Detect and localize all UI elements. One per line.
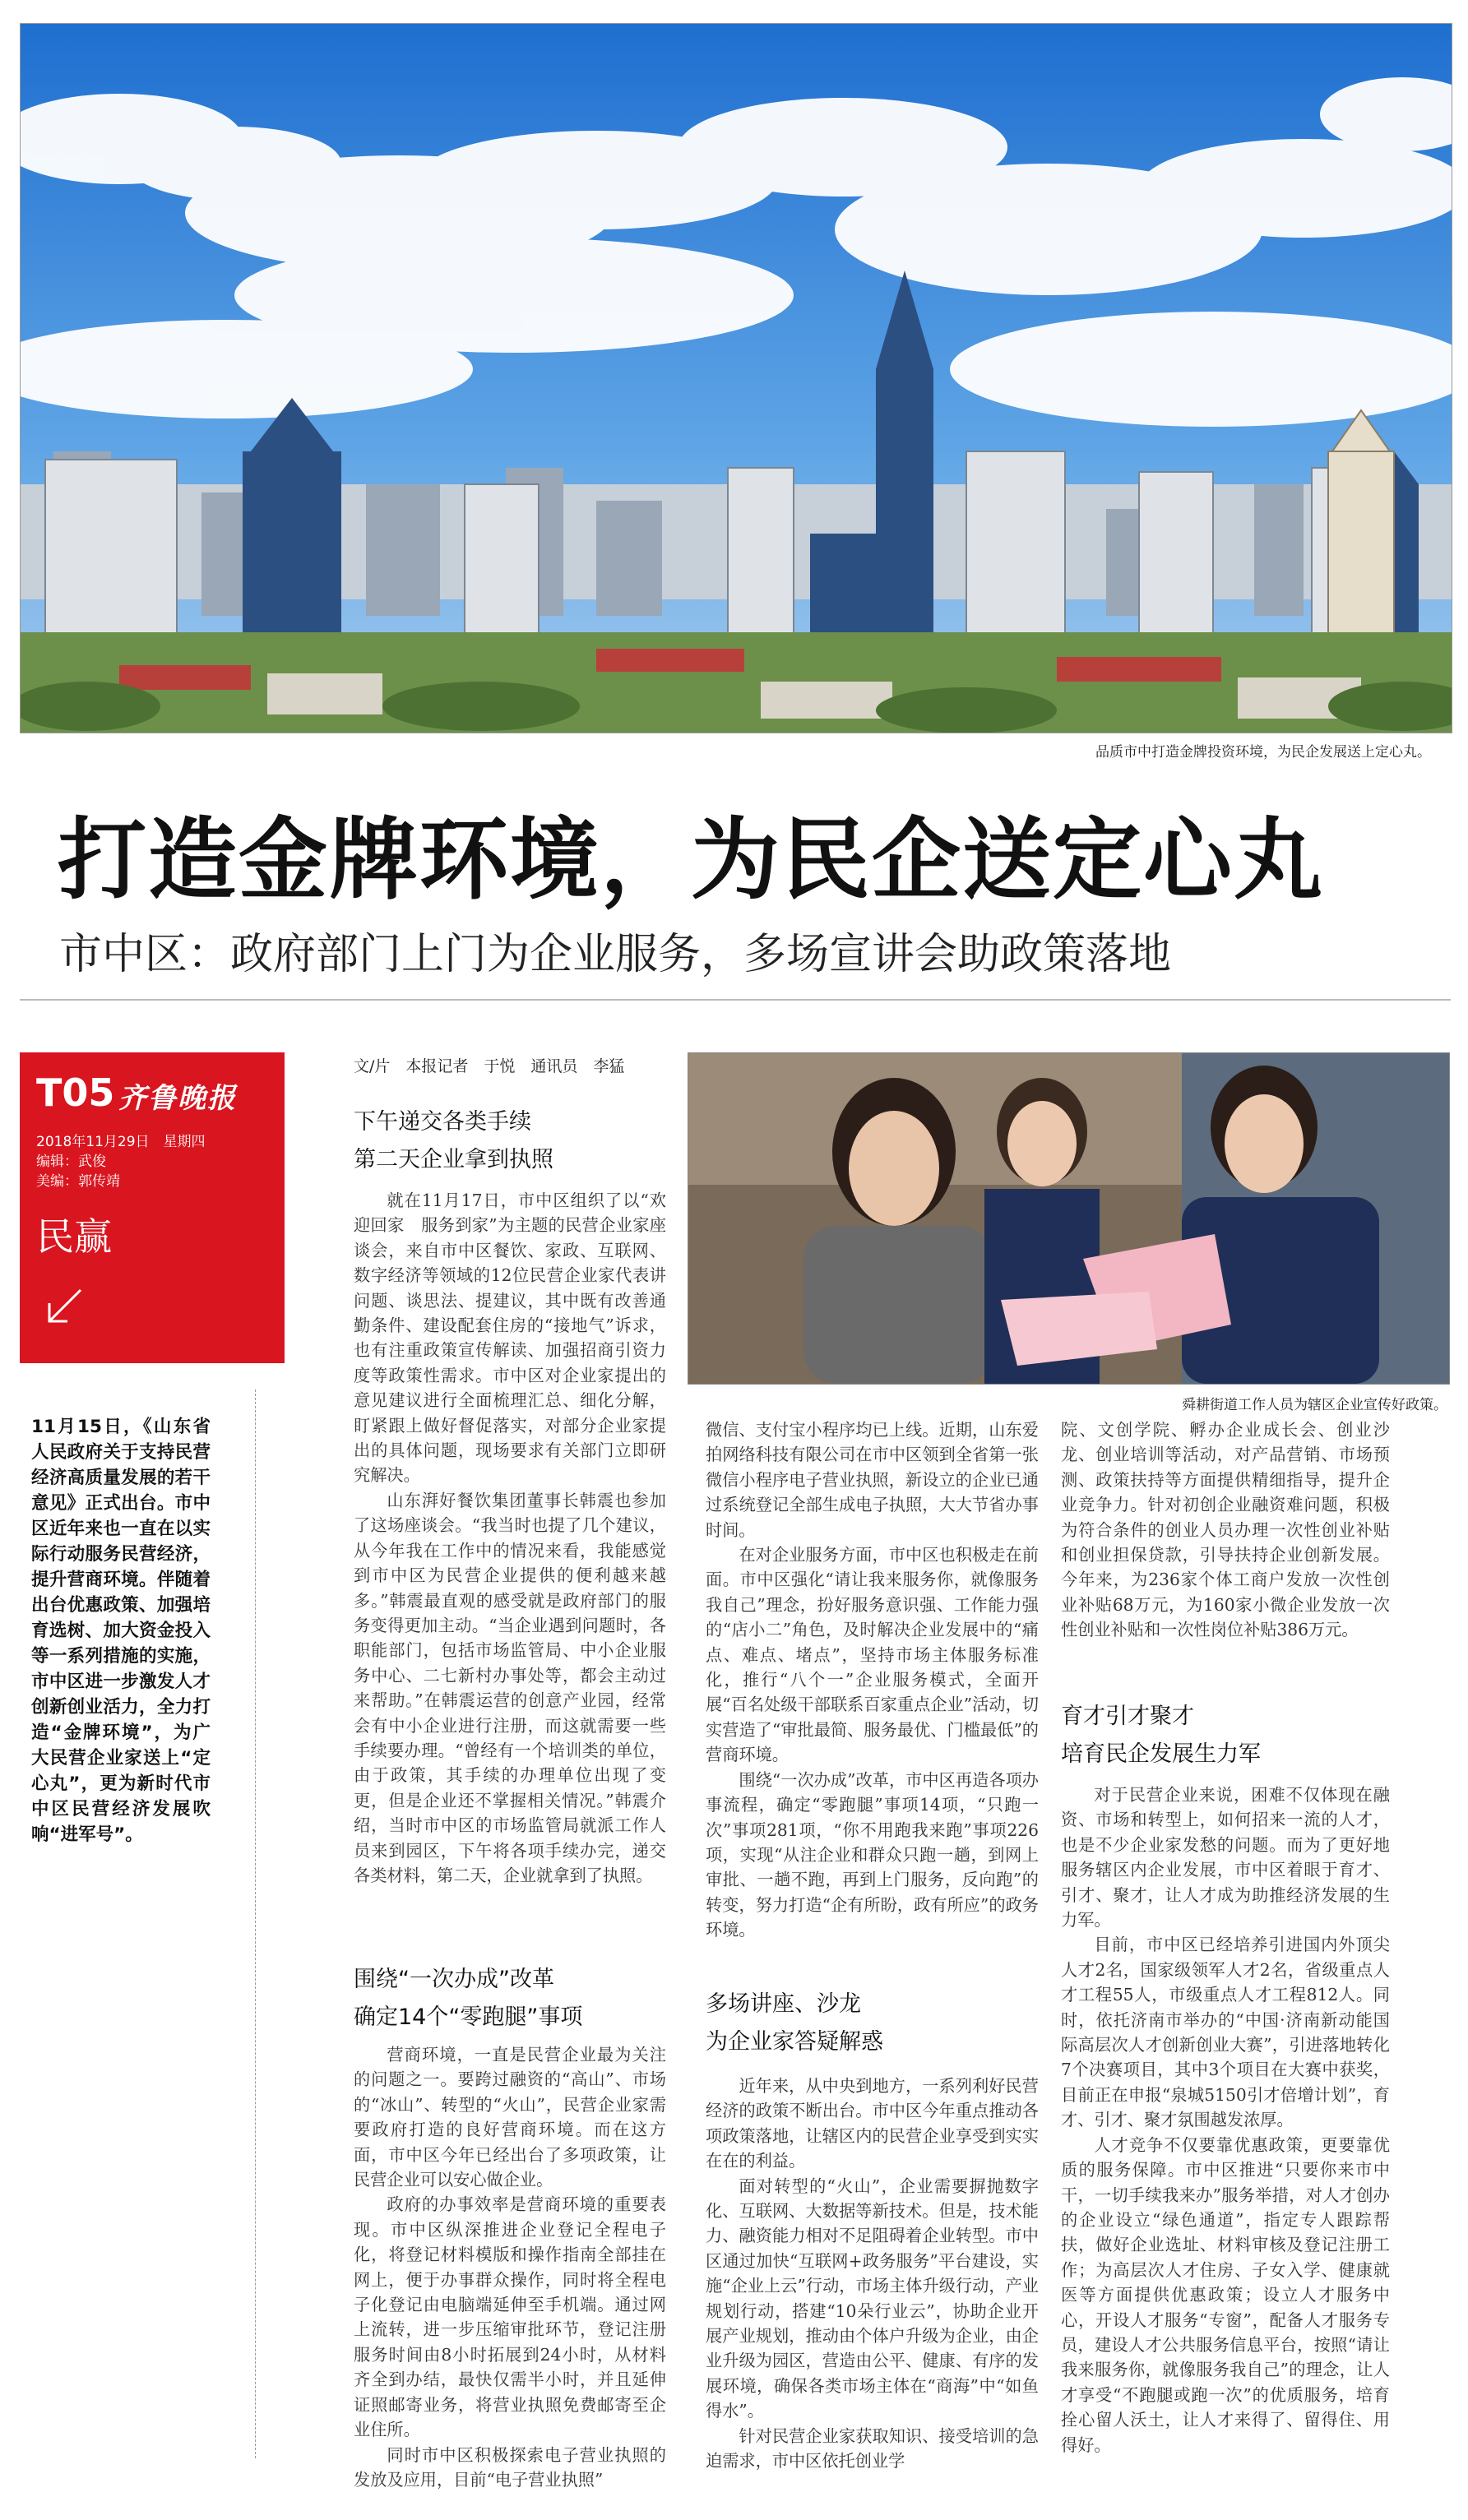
heading-line: 下午递交各类手续 (354, 1109, 531, 1135)
article-column-3b (1061, 1782, 1390, 2458)
section-name: 民赢 (36, 1214, 112, 1259)
paragraph: 针对民营企业家获取知识、接受培训的急迫需求，市中区依托创业学 (706, 2425, 1039, 2471)
heading-line: 为企业家答疑解惑 (706, 2029, 883, 2055)
column-divider (255, 1389, 257, 2458)
paragraph: 人才竞争不仅要靠优惠政策，更要靠优质的服务保障。市中区推进“只要你来市中干，一切手续我来办”服务举措，对人才创办的企业设立“绿色通道”，指定专人跟踪帮扶，做好企业选址、材料审核及登记注册工作；为高层次人才住房、子女入学、健康就医等方面提供优惠政策；设立人才服务中心，开设人才服务“专窗”，配备人才服务专员，建设人才公共服务信息平台，按照“请让我来服务你，就像服务我自己”的理念，让人才享受“不跑腿或跑一次”的优质服务，培育拴心留人沃土，让人才来得了、留得住、用得好。 (1061, 2134, 1390, 2455)
skyline-photo (20, 23, 1452, 733)
photo2-caption: 舜耕街道工作人员为辖区企业宣传好政策。 (1182, 1397, 1447, 1413)
heading-line: 第二天企业拿到执照 (354, 1147, 553, 1172)
paragraph: 微信、支付宝小程序均已上线。近期，山东爱拍网络科技有限公司在市中区领到全省第一张微信小程序电子营业执照，新设立的企业已通过系统登记全部生成电子执照，大大节省办事时间。 (706, 1420, 1039, 1540)
lead-summary: 11月15日，《山东省人民政府关于支持民营经济高质量发展的若干意见》正式出台。市中区近年来也一直在以实际行动服务民营经济，提升营商环境。伴随着出台优惠政策、加强培育选树、加大资金投入等一系列措施的实施，市中区进一步激发人才创新创业活力，全力打造“金牌环境”，为广大民营企业家送上“定心丸”，更为新时代市中区民营经济发展吹响“进军号”。 (31, 1417, 211, 1845)
paragraph: 营商环境，一直是民营企业最为关注的问题之一。要跨过融资的“高山”、市场的“冰山”、转型的“火山”，民营企业家需要政府打造的良好营商环境。而在这方面，市中区今年已经出台了多项政策，让民营企业可以安心做企业。 (354, 2045, 666, 2190)
paragraph: 就在11月17日，市中区组织了以“欢迎回家 服务到家”为主题的民营企业家座谈会，来自市中区餐饮、家政、互联网、数字经济等领域的12位民营企业家代表讲问题、谈思法、提建议，其中既有改善通勤条件、建设配套住房的“接地气”诉求，也有注重政策宣传解读、加强招商引资力度等政策性需求。市中区对企业家提出的意见建议进行全面梳理汇总、细化分解，盯紧跟上做好督促落实，对部分企业家提出的具体问题，现场要求有关部门立即研究解决。 (354, 1191, 666, 1486)
paragraph: 对于民营企业来说，困难不仅体现在融资、市场和转型上，如何招来一流的人才，也是不少企业家发愁的问题。而为了更好地服务辖区内企业发展，市中区着眼于育才、引才、聚才，让人才成为助推经济发展的生力军。 (1061, 1785, 1390, 1930)
heading-line: 培育民企发展生力军 (1061, 1741, 1261, 1767)
article-column-2b (706, 2074, 1039, 2474)
paragraph: 院、文创学院、孵办企业成长会、创业沙龙、创业培训等活动，对产品营销、市场预测、政策扶持等方面提供精细指导，提升企业竞争力。针对初创企业融资难问题，积极为符合条件的创业人员办理一次性创业补贴和创业担保贷款，引导扶持企业创新发展。今年来，为236家个体工商户发放一次性创业补贴68万元，为160家小微企业发放一次性创业补贴和一次性岗位补贴386万元。 (1061, 1420, 1390, 1640)
arrow-icon (44, 1287, 84, 1326)
article-column-1b (354, 2042, 666, 2492)
headline: 打造金牌环境，为民企送定心丸 (58, 809, 1325, 912)
staff-illustration (688, 1053, 1449, 1384)
paragraph: 面对转型的“火山”，企业需要摒抛数字化、互联网、大数据等新技术。但是，技术能力、融资能力相对不足阻碍着企业转型。市中区通过加快“互联网+政务服务”平台建设，实施“企业上云”行动，市场主体升级行动，产业规划行动，搭建“10朵行业云”，协助企业开展产业规划，推动由个体户升级为企业，由企业升级为园区，营造由公平、健康、有序的发展环境，确保各类市场主体在“商海”中“如鱼得水”。 (706, 2176, 1039, 2421)
article-column-2 (706, 1417, 1039, 1943)
paragraph: 在对企业服务方面，市中区也积极走在前面。市中区强化“请让我来服务你，就像服务我自己”理念，扮好服务意识强、工作能力强的“店小二”角色，及时解决企业发展中的“痛点、难点、堵点”，坚持市场主体服务标准化，推行“八个一”企业服务模式，全面开展“百名处级干部联系百家重点企业”活动，切实营造了“审批最简、服务最优、门槛最低”的营商环境。 (706, 1545, 1039, 1765)
photo-caption: 品质市中打造金牌投资环境，为民企发展送上定心丸。 (1095, 744, 1431, 761)
article-column-1 (354, 1188, 666, 1888)
issue-date: 2018年11月29日 星期四 (36, 1134, 206, 1150)
paragraph: 近年来，从中央到地方，一系列利好民营经济的政策不断出台。市中区今年重点推动各项政策落地，让辖区内的民营企业享受到实实在在的利益。 (706, 2076, 1039, 2171)
section-heading-3 (706, 1986, 1039, 2061)
paper-name: 齐鲁晚报 (118, 1082, 237, 1115)
section-heading-2 (354, 1961, 666, 2037)
paragraph: 政府的办事效率是营商环境的重要表现。市中区纵深推进企业登记全程电子化，将登记材料模版和操作指南全部挂在网上，便于办事群众操作，同时将全程电子化登记由电脑端延伸至手机端。通过网上流转，进一步压缩审批环节，登记注册服务时间由8小时拓展到24小时，从材料齐全到办结，最快仅需半小时，并且延伸证照邮寄业务，将营业执照免费邮寄至企业住所。 (354, 2194, 666, 2440)
subheadline: 市中区：政府部门上门为企业服务，多场宣讲会助政策落地 (59, 930, 1172, 979)
paragraph: 同时市中区积极探索电子营业执照的发放及应用，目前“电子营业执照” (354, 2444, 666, 2490)
skyline-illustration (21, 24, 1452, 733)
editor: 编辑：武俊 (36, 1154, 106, 1170)
divider (20, 999, 1451, 1001)
paragraph: 目前，市中区已经培养引进国内外顶尖人才2名，国家级领军人才2名，省级重点人才工程55人，市级重点人才工程812人。同时，依托济南市举办的“中国·济南新动能国际高层次人才创新创业大赛”，引进落地转化7个决赛项目，其中3个项目在大赛中获奖，目前正在申报“泉城5150引才倍增计划”，育才、引才、聚才氛围越发浓厚。 (1061, 1935, 1390, 2130)
article-column-3 (1061, 1417, 1390, 1643)
designer: 美编：郭传靖 (36, 1173, 120, 1190)
byline: 文/片 本报记者 于悦 通讯员 李猛 (354, 1057, 625, 1075)
section-heading-4 (1061, 1698, 1390, 1773)
page-number: T05 (36, 1070, 115, 1115)
section-masthead (20, 1052, 285, 1363)
paragraph: 山东湃好餐饮集团董事长韩震也参加了这场座谈会。“我当时也提了几个建议，从今年我在工作中的情况来看，我能感觉到市中区为民营企业提供的便利越来越多。”韩震最直观的感受就是政府部门的服务变得更加主动。“当企业遇到问题时，各职能部门，包括市场监管局、中小企业服务中心、二七新村办事处等，都会主动过来帮助。”在韩震运营的创意产业园，经常会有中小企业进行注册，而这就需要一些手续要办理。“曾经有一个培训类的单位，由于政策，其手续的办理单位出现了变更，但是企业还不掌握相关情况。”韩震介绍，当时市中区的市场监管局就派工作人员来到园区，下午将各项手续办完，递交各类材料，第二天，企业就拿到了执照。 (354, 1490, 666, 1885)
paragraph: 围绕“一次办成”改革，市中区再造各项办事流程，确定“零跑腿”事项14项，“只跑一次”事项281项，“你不用跑我来跑”事项226项，实现“从注企业和群众只跑一趟，到网上审批、一趟不跑，再到上门服务，反向跑”的转变，努力打造“企有所盼，政有所应”的政务环境。 (706, 1769, 1039, 1940)
heading-line: 确定14个“零跑腿”事项 (354, 2004, 583, 2030)
service-photo (688, 1052, 1450, 1385)
heading-line: 多场讲座、沙龙 (706, 1991, 861, 2017)
heading-line: 育才引才聚才 (1061, 1704, 1194, 1729)
heading-line: 围绕“一次办成”改革 (354, 1967, 554, 1992)
section-heading-1 (354, 1103, 666, 1179)
